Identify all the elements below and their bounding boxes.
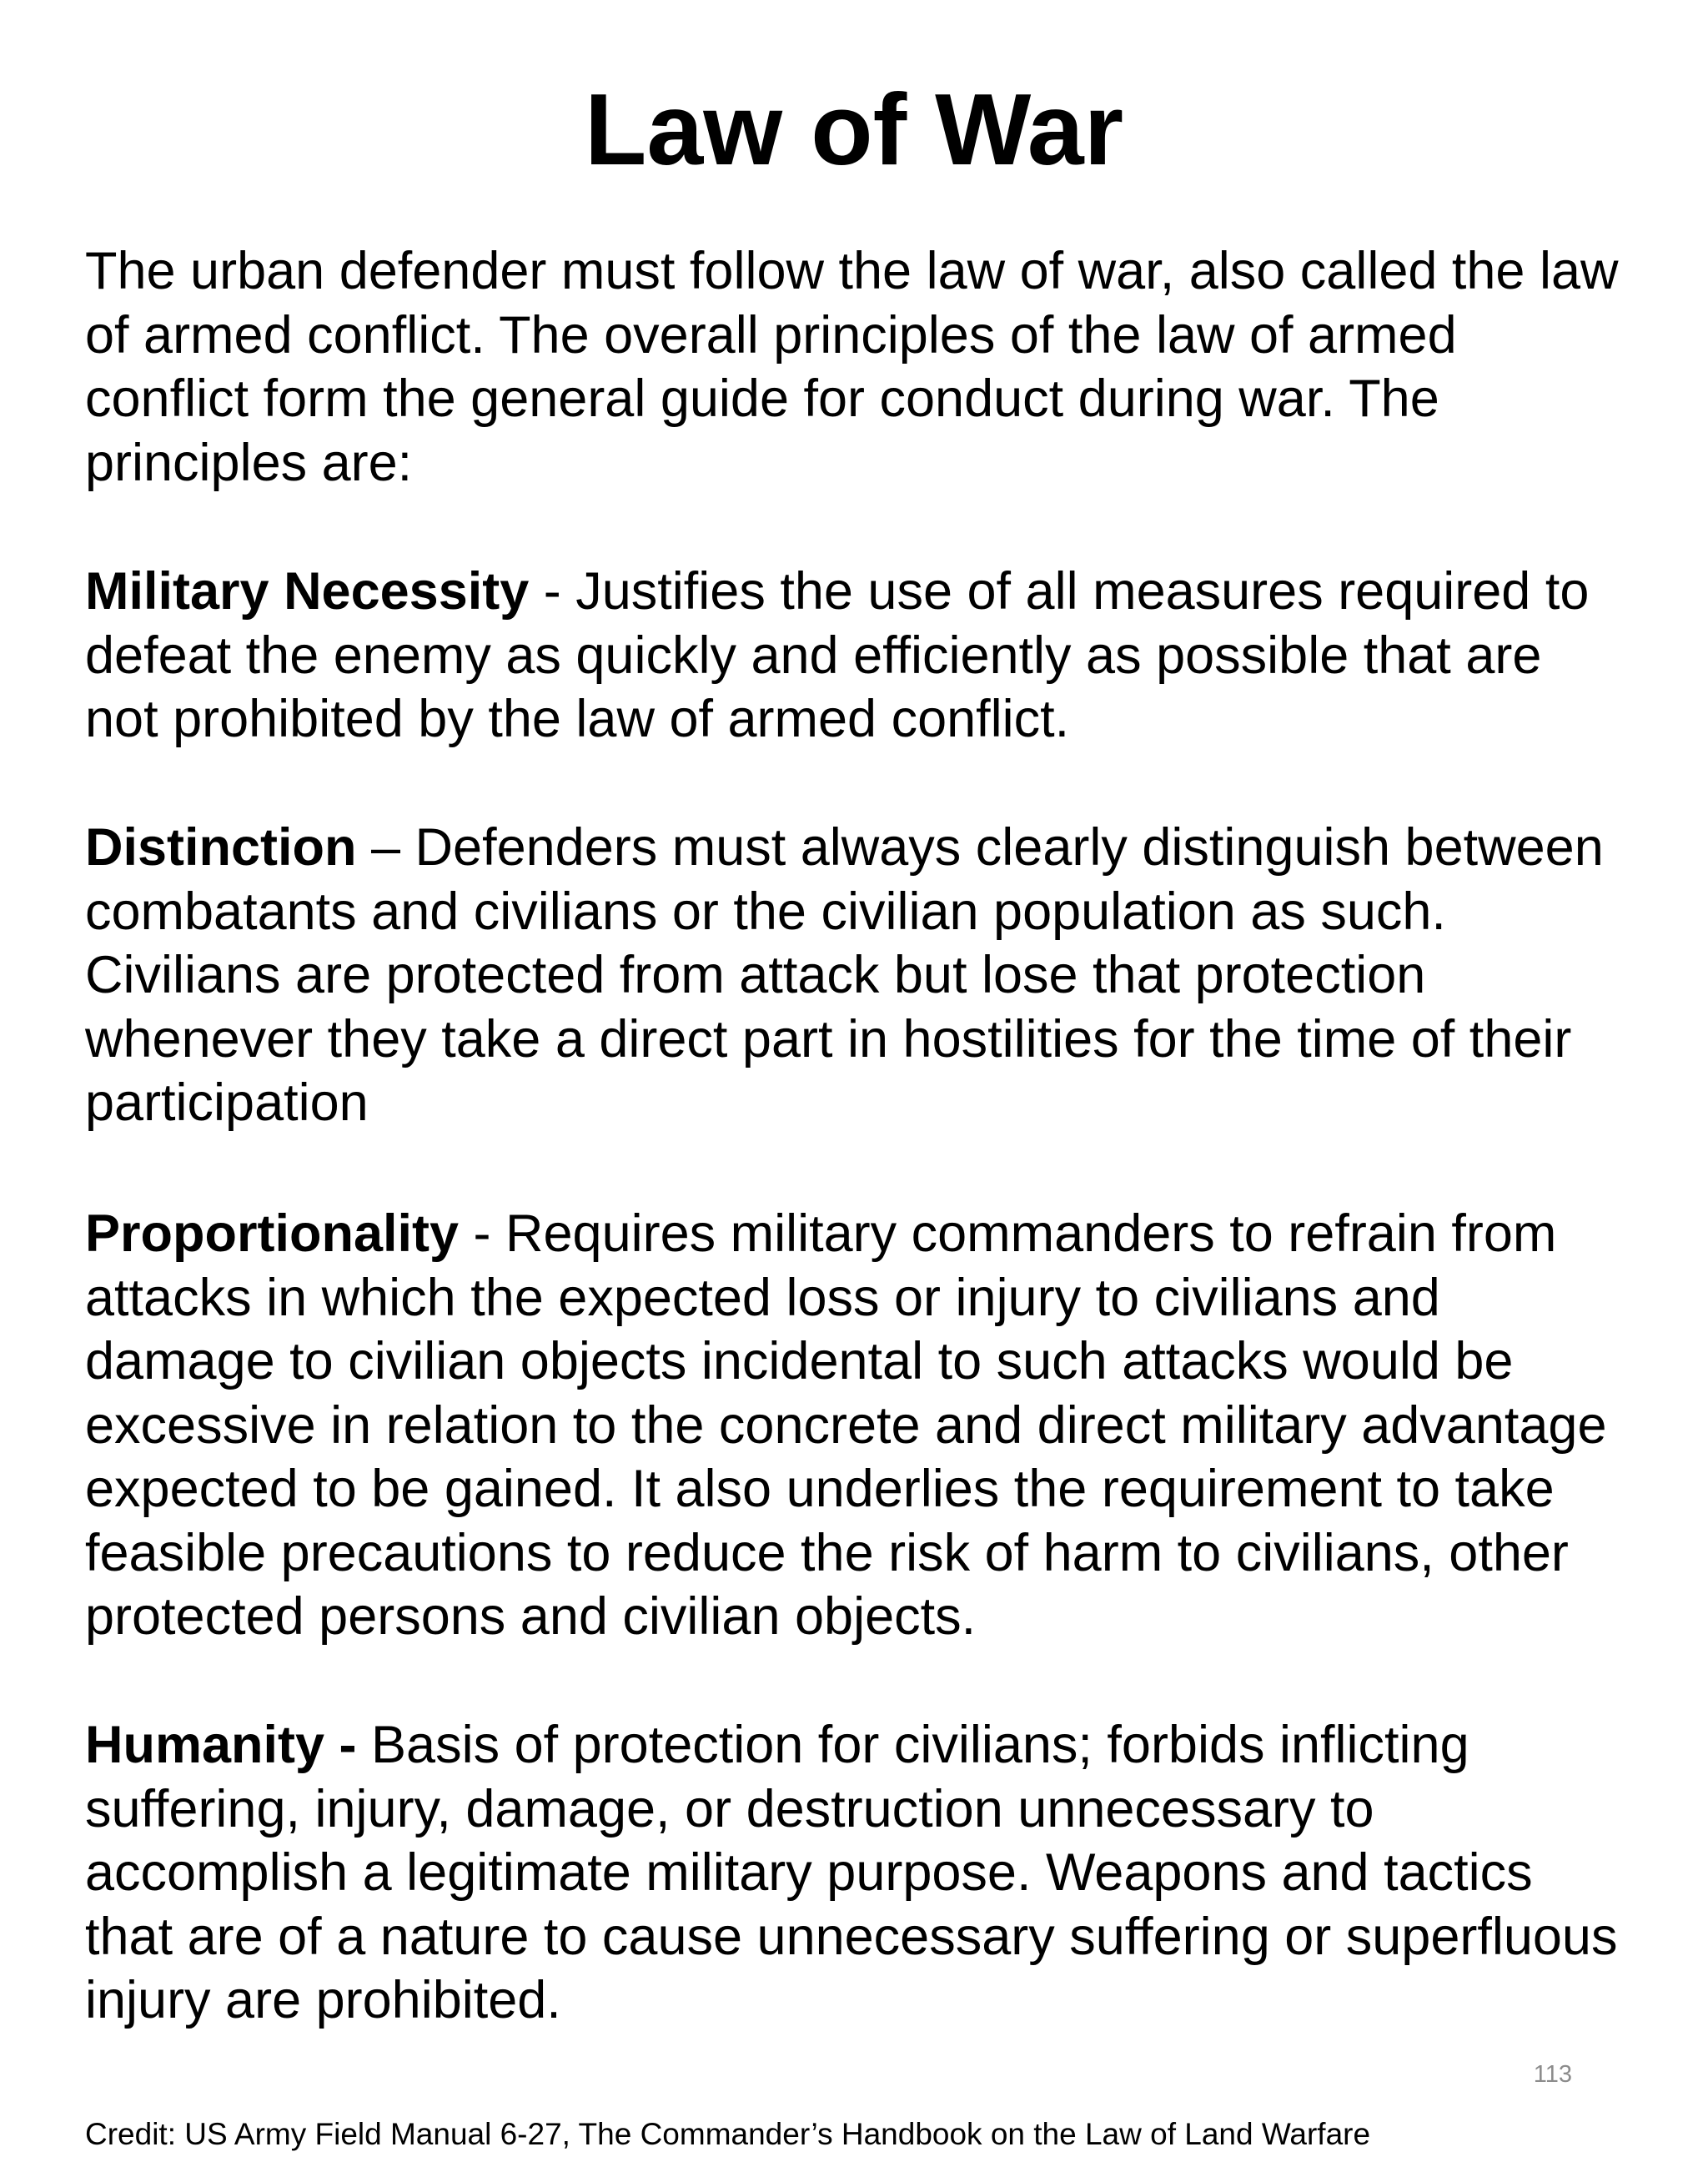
principle-line: feasible precautions to reduce the risk of harm to civilians, other	[85, 1523, 1569, 1582]
principle-first-line	[85, 560, 1703, 624]
principle-definition-start: Basis of protection for civilians; forbids inflicting	[356, 1716, 1469, 1774]
principle-line: accomplish a legitimate military purpose. Weapons and tactics	[85, 1843, 1533, 1902]
principle-distinction	[85, 816, 1703, 1135]
principle-line: injury are prohibited.	[85, 1971, 561, 2029]
principle-term: Military Necessity	[85, 562, 530, 621]
page-title: Law of War	[584, 73, 1124, 186]
principle-line: combatants and civilians or the civilian population as such.	[85, 882, 1446, 941]
principle-first-line	[85, 816, 1703, 880]
principle-military-necessity	[85, 560, 1703, 752]
principle-line: expected to be gained. It also underlies the requirement to take	[85, 1460, 1555, 1518]
principle-line: damage to civilian objects incidental to such attacks would be	[85, 1332, 1514, 1390]
intro-line: conflict form the general guide for conduct during war. The	[85, 370, 1439, 428]
principle-line: that are of a nature to cause unnecessary suffering or superfluous	[85, 1907, 1618, 1966]
principle-humanity	[85, 1713, 1703, 2033]
intro-line: of armed conflict. The overall principles of the law of armed	[85, 305, 1457, 365]
principle-first-line	[85, 1202, 1703, 1266]
principle-line: suffering, injury, damage, or destruction unnecessary to	[85, 1779, 1374, 1838]
principle-definition-start: - Requires military commanders to refrain from	[459, 1204, 1557, 1263]
intro-paragraph	[85, 239, 1703, 495]
intro-line: The urban defender must follow the law of war, also called the law	[85, 242, 1619, 300]
principle-line: not prohibited by the law of armed conflict.	[85, 690, 1070, 748]
principle-line: attacks in which the expected loss or injury to civilians and	[85, 1268, 1440, 1327]
principle-definition-start: – Defenders must always clearly distinguish between	[356, 818, 1604, 877]
principle-definition-start: - Justifies the use of all measures required to	[529, 562, 1590, 621]
principle-line: participation	[85, 1073, 369, 1132]
principle-line: Civilians are protected from attack but lose that protection	[85, 946, 1426, 1004]
principle-line: whenever they take a direct part in hostilities for the time of their	[85, 1009, 1572, 1068]
principle-line: defeat the enemy as quickly and efficiently as possible that are	[85, 626, 1542, 685]
principle-term: Proportionality	[85, 1204, 460, 1263]
principle-line: protected persons and civilian objects.	[85, 1587, 977, 1646]
principle-line: excessive in relation to the concrete and direct military advantage	[85, 1395, 1607, 1455]
page-number: 113	[1533, 2061, 1572, 2088]
principle-term: Humanity -	[85, 1716, 357, 1774]
principle-proportionality	[85, 1202, 1703, 1649]
intro-line: principles are:	[85, 433, 413, 492]
credit-footer: Credit: US Army Field Manual 6-27, The Commander’s Handbook on the Law of Land Warfare	[85, 2117, 1371, 2151]
principle-term: Distinction	[85, 818, 357, 877]
principle-first-line	[85, 1713, 1703, 1777]
